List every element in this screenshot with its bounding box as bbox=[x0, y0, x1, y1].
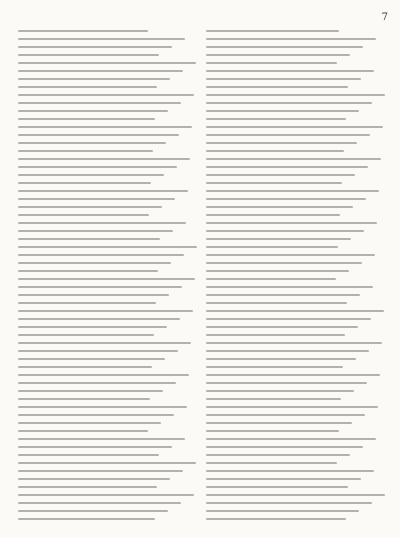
entry-line-placeholder bbox=[18, 430, 148, 432]
entry-line-placeholder bbox=[18, 166, 177, 168]
entry-line-placeholder bbox=[18, 206, 162, 208]
right-column bbox=[206, 30, 386, 530]
entry-line-placeholder bbox=[206, 246, 338, 248]
entry-line-placeholder bbox=[18, 158, 190, 160]
entry-line-placeholder bbox=[18, 246, 197, 248]
entry-line-placeholder bbox=[206, 262, 362, 264]
entry-line-placeholder bbox=[18, 326, 167, 328]
entry-line-placeholder bbox=[18, 30, 148, 32]
entry-line-placeholder bbox=[18, 310, 193, 312]
entry-line-placeholder bbox=[206, 358, 356, 360]
entry-line-placeholder bbox=[206, 182, 342, 184]
entry-line-placeholder bbox=[18, 494, 194, 496]
entry-line-placeholder bbox=[18, 302, 156, 304]
entry-line-placeholder bbox=[18, 126, 192, 128]
entry-line-placeholder bbox=[206, 86, 348, 88]
entry-line-placeholder bbox=[206, 510, 359, 512]
entry-line-placeholder bbox=[206, 134, 370, 136]
entry-line-placeholder bbox=[206, 398, 341, 400]
entry-line-placeholder bbox=[206, 190, 379, 192]
entry-line-placeholder bbox=[18, 358, 165, 360]
entry-line-placeholder bbox=[18, 78, 170, 80]
entry-line-placeholder bbox=[206, 150, 344, 152]
entry-line-placeholder bbox=[18, 374, 189, 376]
entry-line-placeholder bbox=[206, 318, 371, 320]
entry-line-placeholder bbox=[18, 286, 182, 288]
entry-line-placeholder bbox=[18, 54, 159, 56]
entry-line-placeholder bbox=[18, 214, 149, 216]
entry-line-placeholder bbox=[206, 310, 384, 312]
left-column bbox=[18, 30, 198, 530]
entry-line-placeholder bbox=[206, 430, 339, 432]
entry-line-placeholder bbox=[206, 478, 361, 480]
entry-line-placeholder bbox=[18, 190, 188, 192]
entry-line-placeholder bbox=[206, 254, 375, 256]
entry-line-placeholder bbox=[206, 518, 346, 520]
entry-line-placeholder bbox=[206, 206, 353, 208]
entry-line-placeholder bbox=[206, 406, 378, 408]
entry-line-placeholder bbox=[206, 302, 347, 304]
entry-line-placeholder bbox=[18, 118, 155, 120]
entry-line-placeholder bbox=[18, 270, 158, 272]
entry-line-placeholder bbox=[18, 502, 181, 504]
entry-line-placeholder bbox=[18, 470, 183, 472]
entry-line-placeholder bbox=[18, 222, 186, 224]
entry-line-placeholder bbox=[18, 150, 153, 152]
entry-line-placeholder bbox=[18, 318, 180, 320]
entry-line-placeholder bbox=[206, 494, 385, 496]
entry-line-placeholder bbox=[206, 214, 340, 216]
entry-line-placeholder bbox=[18, 254, 184, 256]
page-number: 7 bbox=[381, 12, 388, 23]
entry-line-placeholder bbox=[206, 158, 381, 160]
entry-line-placeholder bbox=[206, 70, 374, 72]
entry-line-placeholder bbox=[206, 46, 363, 48]
entry-line-placeholder bbox=[18, 294, 169, 296]
entry-line-placeholder bbox=[206, 38, 376, 40]
entry-line-placeholder bbox=[18, 382, 176, 384]
entry-line-placeholder bbox=[18, 110, 168, 112]
entry-line-placeholder bbox=[18, 390, 163, 392]
entry-line-placeholder bbox=[206, 62, 337, 64]
entry-line-placeholder bbox=[18, 86, 157, 88]
entry-line-placeholder bbox=[18, 102, 181, 104]
entry-line-placeholder bbox=[18, 406, 187, 408]
entry-line-placeholder bbox=[206, 390, 354, 392]
entry-line-placeholder bbox=[18, 454, 159, 456]
entry-line-placeholder bbox=[18, 38, 185, 40]
entry-line-placeholder bbox=[18, 238, 160, 240]
entry-line-placeholder bbox=[206, 286, 373, 288]
entry-line-placeholder bbox=[18, 134, 179, 136]
entry-line-placeholder bbox=[206, 342, 382, 344]
entry-line-placeholder bbox=[206, 334, 345, 336]
entry-line-placeholder bbox=[206, 278, 336, 280]
entry-line-placeholder bbox=[206, 222, 377, 224]
entry-line-placeholder bbox=[206, 414, 365, 416]
entry-line-placeholder bbox=[18, 398, 150, 400]
entry-line-placeholder bbox=[18, 414, 174, 416]
entry-line-placeholder bbox=[206, 462, 337, 464]
entry-line-placeholder bbox=[18, 278, 195, 280]
entry-line-placeholder bbox=[18, 350, 178, 352]
entry-line-placeholder bbox=[206, 446, 363, 448]
entry-line-placeholder bbox=[206, 326, 358, 328]
entry-line-placeholder bbox=[18, 174, 164, 176]
entry-line-placeholder bbox=[18, 334, 154, 336]
entry-line-placeholder bbox=[206, 270, 349, 272]
entry-line-placeholder bbox=[18, 422, 161, 424]
entry-line-placeholder bbox=[18, 478, 170, 480]
entry-line-placeholder bbox=[206, 366, 343, 368]
entry-line-placeholder bbox=[18, 70, 183, 72]
entry-line-placeholder bbox=[206, 54, 350, 56]
entry-line-placeholder bbox=[206, 110, 359, 112]
entry-line-placeholder bbox=[206, 502, 372, 504]
entry-line-placeholder bbox=[18, 510, 168, 512]
entry-line-placeholder bbox=[206, 374, 380, 376]
entry-line-placeholder bbox=[206, 438, 376, 440]
entry-line-placeholder bbox=[206, 454, 350, 456]
entry-line-placeholder bbox=[18, 62, 196, 64]
entry-line-placeholder bbox=[18, 366, 152, 368]
entry-line-placeholder bbox=[18, 342, 191, 344]
entry-line-placeholder bbox=[18, 46, 172, 48]
entry-line-placeholder bbox=[206, 486, 348, 488]
entry-line-placeholder bbox=[18, 142, 166, 144]
entry-line-placeholder bbox=[206, 422, 352, 424]
entry-line-placeholder bbox=[18, 518, 155, 520]
entry-line-placeholder bbox=[18, 446, 172, 448]
entry-line-placeholder bbox=[18, 438, 185, 440]
entry-line-placeholder bbox=[206, 118, 346, 120]
entry-line-placeholder bbox=[18, 262, 171, 264]
entry-line-placeholder bbox=[206, 294, 360, 296]
entry-line-placeholder bbox=[18, 486, 157, 488]
entry-line-placeholder bbox=[206, 94, 385, 96]
entry-line-placeholder bbox=[18, 94, 194, 96]
entry-line-placeholder bbox=[206, 142, 357, 144]
entry-line-placeholder bbox=[18, 182, 151, 184]
entry-line-placeholder bbox=[206, 102, 372, 104]
entry-line-placeholder bbox=[206, 382, 367, 384]
entry-line-placeholder bbox=[206, 470, 374, 472]
entry-line-placeholder bbox=[206, 126, 383, 128]
entry-line-placeholder bbox=[206, 230, 364, 232]
entry-line-placeholder bbox=[206, 78, 361, 80]
entry-line-placeholder bbox=[206, 238, 351, 240]
entry-line-placeholder bbox=[18, 230, 173, 232]
entry-line-placeholder bbox=[206, 30, 339, 32]
entry-line-placeholder bbox=[206, 174, 355, 176]
entry-line-placeholder bbox=[18, 198, 175, 200]
entry-line-placeholder bbox=[206, 198, 366, 200]
entry-line-placeholder bbox=[206, 350, 369, 352]
entry-line-placeholder bbox=[206, 166, 368, 168]
entry-line-placeholder bbox=[18, 462, 196, 464]
